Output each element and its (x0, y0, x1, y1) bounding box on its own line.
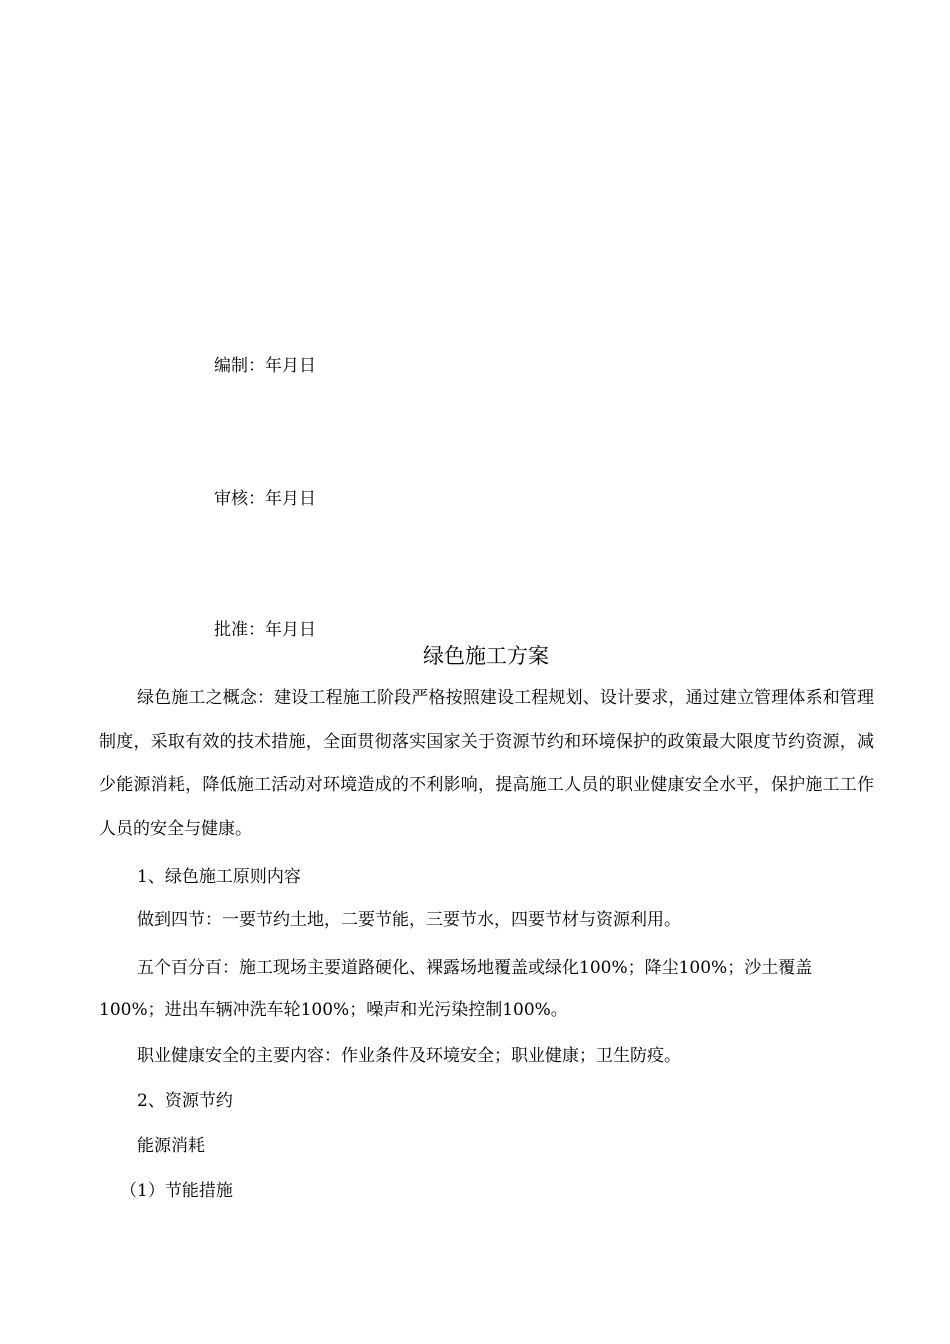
energy-consumption-heading: 能源消耗 (137, 1136, 205, 1156)
four-savings-paragraph: 做到四节：一要节约土地，二要节能，三要节水，四要节材与资源利用。 (137, 910, 681, 930)
reviewed-by-line: 审核：年月日 (214, 489, 316, 509)
section-2-heading: 2、资源节约 (137, 1091, 233, 1111)
five-hundred-percent-line-2: 100%；进出车辆冲洗车轮100%；噪声和光污染控制100%。 (99, 1000, 568, 1020)
section-1-heading: 1、绿色施工原则内容 (137, 867, 301, 887)
compiled-by-line: 编制：年月日 (214, 356, 316, 376)
document-title: 绿色施工方案 (423, 644, 549, 668)
concept-paragraph: 绿色施工之概念：建设工程施工阶段严格按照建设工程规划、设计要求，通过建立管理体系和管理制度，采取有效的技术措施，全面贯彻落实国家关于资源节约和环境保护的政策最大限度节约资源，减少能源消耗，降低施工活动对环境造成的不利影响，提高施工人员的职业健康安全水平，保护施工工作人员的安全与健康。 (99, 688, 874, 839)
health-safety-paragraph: 职业健康安全的主要内容：作业条件及环境安全；职业健康；卫生防疫。 (137, 1046, 681, 1066)
five-hundred-percent-line-1: 五个百分百：施工现场主要道路硬化、裸露场地覆盖或绿化100%；降尘100%；沙土覆盖 (137, 958, 813, 978)
approved-by-line: 批准：年月日 (214, 620, 316, 640)
energy-saving-item-1: （1）节能措施 (120, 1181, 233, 1201)
